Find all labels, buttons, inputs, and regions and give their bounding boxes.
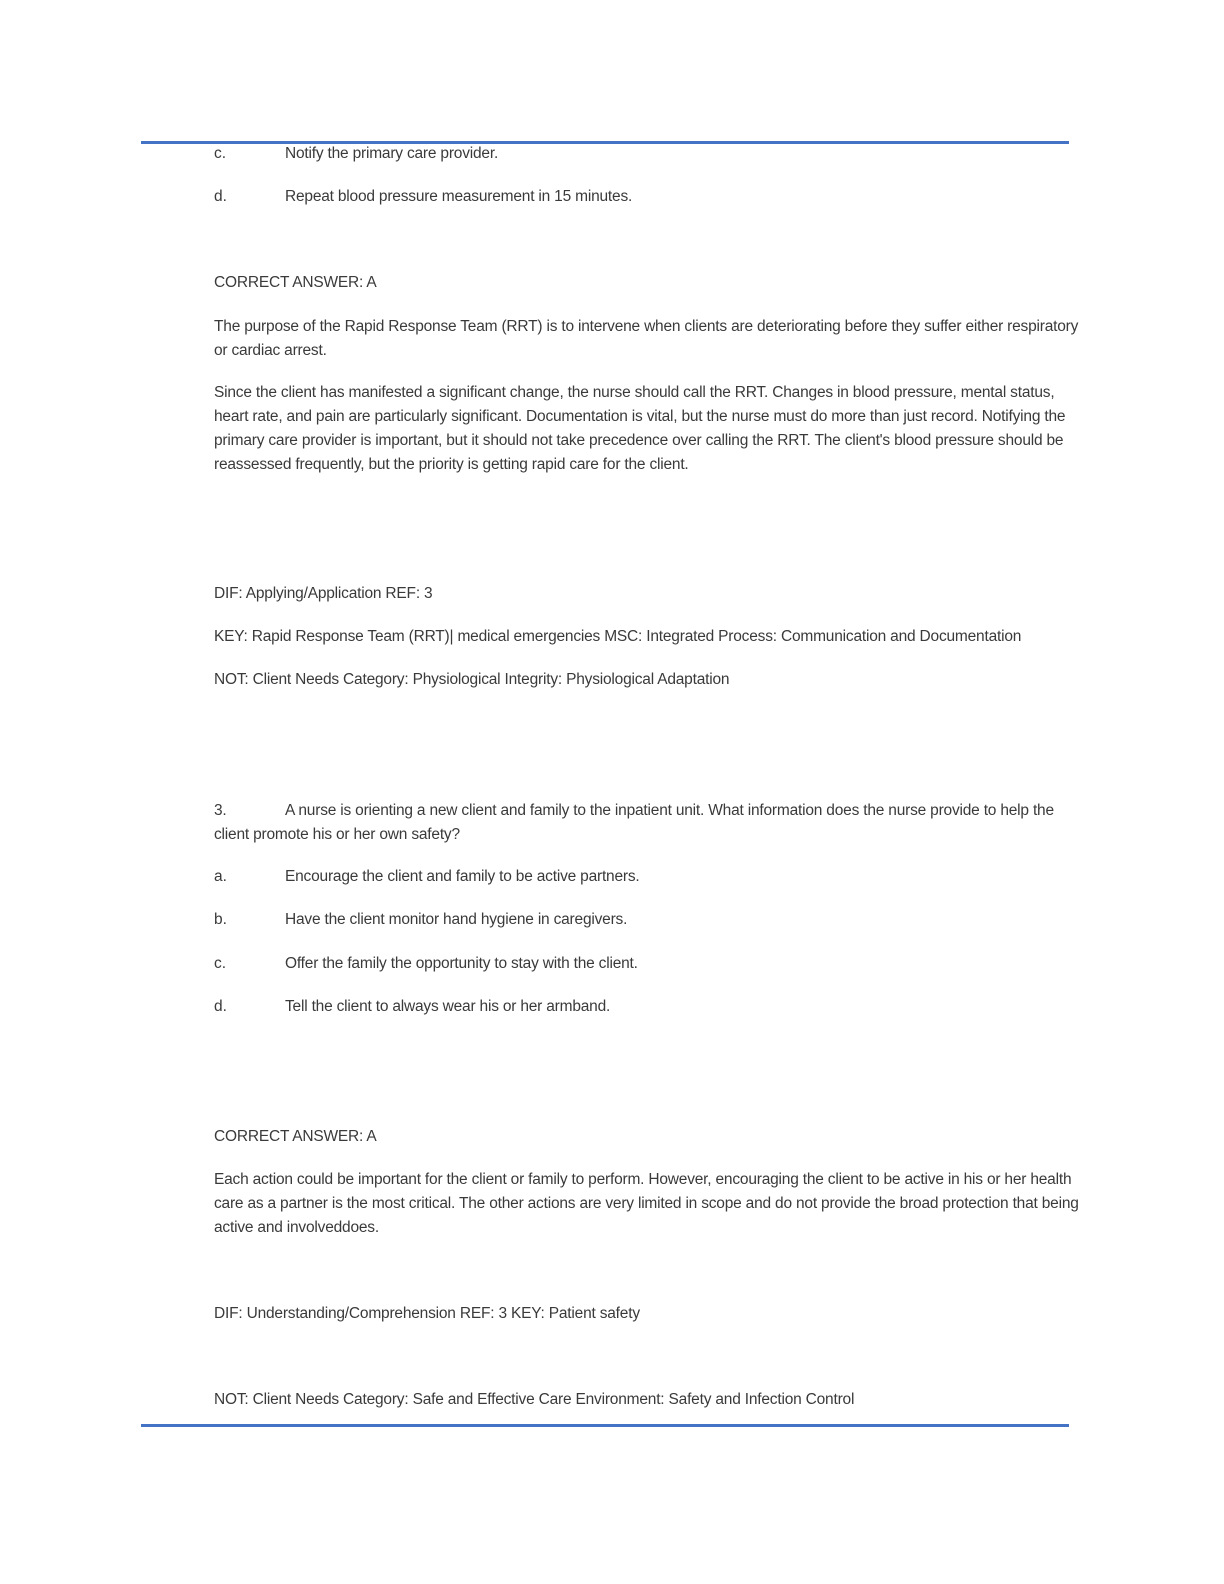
rationale-line: active and involveddoes. bbox=[214, 1219, 379, 1236]
correct-answer: CORRECT ANSWER: A bbox=[214, 274, 377, 291]
client-needs: NOT: Client Needs Category: Safe and Effective Care Environment: Safety and Infection Control bbox=[214, 1391, 855, 1408]
rationale-line: or cardiac arrest. bbox=[214, 342, 327, 359]
rationale-paragraph bbox=[214, 1168, 1079, 1240]
question-stem-line bbox=[214, 799, 1064, 823]
difficulty-ref: DIF: Applying/Application REF: 3 bbox=[214, 585, 433, 602]
difficulty-ref-key: DIF: Understanding/Comprehension REF: 3 KEY: Patient safety bbox=[214, 1305, 640, 1322]
question-stem-line: client promote his or her own safety? bbox=[214, 826, 460, 843]
option-letter: c. bbox=[214, 955, 227, 972]
client-needs: NOT: Client Needs Category: Physiological Integrity: Physiological Adaptation bbox=[214, 671, 730, 688]
option-letter: c. bbox=[214, 145, 227, 162]
option-letter: d. bbox=[214, 998, 227, 1015]
header-rule bbox=[141, 141, 1069, 144]
option-text: Offer the family the opportunity to stay with the client. bbox=[285, 955, 638, 972]
key-msc: KEY: Rapid Response Team (RRT)| medical emergencies MSC: Integrated Process: Communication and Documentation bbox=[214, 628, 1022, 645]
rationale-paragraph bbox=[214, 315, 1079, 363]
option-text: Have the client monitor hand hygiene in caregivers. bbox=[285, 911, 628, 928]
option-letter: a. bbox=[214, 868, 227, 885]
option-text: Tell the client to always wear his or her armband. bbox=[285, 998, 611, 1015]
option-text: Repeat blood pressure measurement in 15 minutes. bbox=[285, 188, 633, 205]
rationale-line: reassessed frequently, but the priority is getting rapid care for the client. bbox=[214, 456, 689, 473]
rationale-line: care as a partner is the most critical. The other actions are very limited in scope and do not provide the broad protection that being bbox=[214, 1195, 1079, 1212]
rationale-line: primary care provider is important, but it should not take precedence over calling the RRT. The client's blood pressure should be bbox=[214, 432, 1064, 449]
option-text: Notify the primary care provider. bbox=[285, 145, 499, 162]
rationale-paragraph bbox=[214, 381, 1064, 477]
option-letter: b. bbox=[214, 911, 227, 928]
question-stem-text: A nurse is orienting a new client and family to the inpatient unit. What information does the nurse provide to help the bbox=[285, 802, 1054, 819]
rationale-line: Each action could be important for the client or family to perform. However, encouraging the client to be active in his or her health bbox=[214, 1171, 1072, 1188]
question-stem bbox=[214, 799, 1064, 847]
option-letter: d. bbox=[214, 188, 227, 205]
correct-answer: CORRECT ANSWER: A bbox=[214, 1128, 377, 1145]
question-number: 3. bbox=[214, 802, 227, 819]
footer-rule bbox=[141, 1424, 1069, 1427]
rationale-line: heart rate, and pain are particularly significant. Documentation is vital, but the nurse must do more than just record. Notifying the bbox=[214, 408, 1066, 425]
rationale-line: Since the client has manifested a significant change, the nurse should call the RRT. Changes in blood pressure, mental status, bbox=[214, 384, 1055, 401]
option-text: Encourage the client and family to be active partners. bbox=[285, 868, 640, 885]
rationale-line: The purpose of the Rapid Response Team (RRT) is to intervene when clients are deteriorating before they suffer either respiratory bbox=[214, 318, 1079, 335]
